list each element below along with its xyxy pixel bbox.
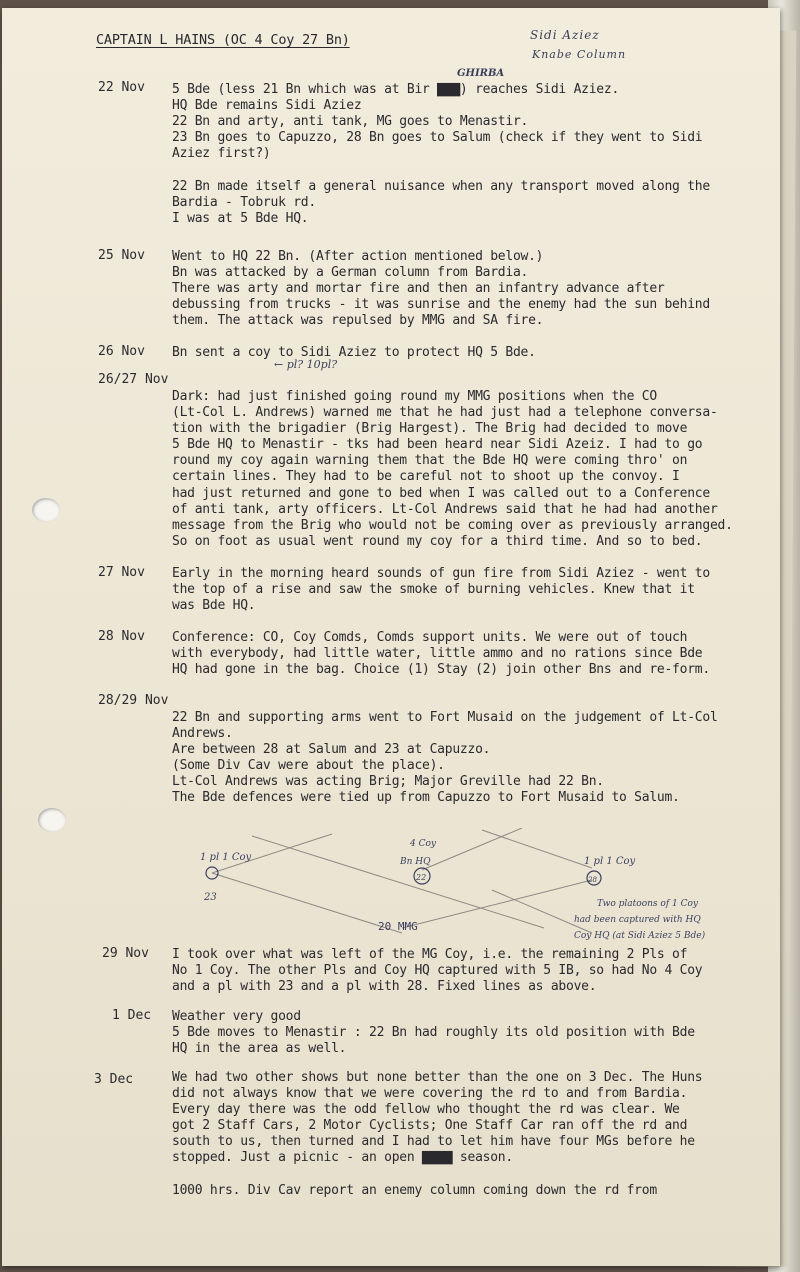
punch-hole — [38, 808, 66, 832]
entry-text: Bn sent a coy to Sidi Aziez to protect HQ 5 Bde. — [172, 345, 536, 360]
diagram-right-label: 1 pl 1 Coy — [584, 856, 636, 867]
entry-date: 28 Nov — [98, 629, 145, 644]
entry-text: 5 Bde (less 21 Bn which was at Bir ▇▇▇) reaches Sidi Aziez. HQ Bde remains Sidi Aziez 22 Bn and arty, anti tank, MG goes to Menastir. 23 Bn goes to Capuzzo, 28 Bn goes to Salum (check if they went to Sidi Aziez first?) 22 Bn made itself a general nuisance when any transport moved along the Bardia - Tobruk rd. I was at 5 Bde HQ. — [172, 82, 710, 226]
diagram-left-label: 1 pl 1 Coy — [200, 852, 252, 863]
diagram-sketch — [192, 828, 792, 953]
diagram-left-number: 23 — [204, 892, 217, 903]
diagram-note-line3: Coy HQ (at Sidi Aziez 5 Bde) — [574, 931, 706, 941]
diagram-center-label-top: 4 Coy — [410, 839, 436, 849]
entry-date: 29 Nov — [102, 946, 149, 961]
entry-text: Early in the morning heard sounds of gun fire from Sidi Aziez - went to the top of a rise and saw the smoke of burning vehicles. Knew that it was Bde HQ. — [172, 566, 710, 614]
document-page — [2, 8, 780, 1266]
diagram-line — [212, 873, 402, 933]
handwritten-note: ← pl? 10pl? — [274, 358, 338, 371]
diagram-center-label-mid: Bn HQ — [400, 857, 431, 867]
entry-date: 27 Nov — [98, 565, 145, 580]
diagram-center-number: 22 — [416, 873, 427, 882]
diagram-line — [422, 828, 522, 870]
defence-diagram — [192, 828, 792, 953]
entry-date: 25 Nov — [98, 248, 145, 263]
diagram-note-line1: Two platoons of 1 Coy — [597, 899, 698, 909]
diagram-line — [252, 836, 544, 928]
margin-note-line1: Sidi Aziez — [530, 28, 600, 42]
punch-hole — [32, 498, 60, 522]
entry-text: Weather very good 5 Bde moves to Menastir : 22 Bn had roughly its old position with Bde HQ in the area as well. — [172, 1009, 695, 1057]
entry-text: Conference: CO, Coy Comds, Comds support units. We were out of touch with everybody, had little water, little ammo and no rations since Bde HQ had gone in the bag. Choice (1) Stay (2) join other Bns and re-form. — [172, 630, 710, 678]
margin-note-line2: Knabe Column — [532, 48, 627, 61]
diagram-bottom-label: 20 MMG — [378, 920, 418, 933]
diagram-line — [492, 890, 592, 933]
entry-text: I took over what was left of the MG Coy, i.e. the remaining 2 Pls of No 1 Coy. The other Pls and Coy HQ captured with 5 IB, so had No 4 Coy and a pl with 23 and a pl with 28. Fixed lines as above. — [172, 947, 703, 995]
diagram-note-line2: had been captured with HQ — [574, 915, 701, 925]
entry-date: 1 Dec — [112, 1008, 152, 1023]
entry-text: We had two other shows but none better than the one on 3 Dec. The Huns did not always know that we were covering the rd to and from Bardia. Every day there was the odd fellow who thought the rd was clear. We got 2 Staff Cars, 2 Motor Cyclists; One Staff Car ran off the rd and south to us, then turned and I had to let him have four MGs before he stopped. Just a picnic - an open ▇▇▇▇ season. 1000 hrs. Div Cav report an enemy column coming down the rd from — [172, 1070, 703, 1198]
entry-date: 22 Nov — [98, 80, 145, 95]
entry-date: 26/27 Nov — [98, 372, 169, 387]
entry-text: Went to HQ 22 Bn. (After action mentioned below.) Bn was attacked by a German column from Bardia. There was arty and mortar fire and then an infantry advance after debussing from trucks - it was sunrise and the enemy had the sun behind them. The attack was repulsed by MMG and SA fire. — [172, 249, 710, 329]
diagram-right-number: 28 — [588, 876, 597, 884]
entry-date: 28/29 Nov — [98, 693, 169, 708]
entry-date: 3 Dec — [94, 1072, 134, 1087]
diagram-line — [482, 830, 592, 868]
entry-text: 22 Bn and supporting arms went to Fort Musaid on the judgement of Lt-Col Andrews. Are between 28 at Salum and 23 at Capuzzo. (Some Div Cav were about the place). Lt-Col Andrews was acting Brig; Major Greville had 22 Bn. The Bde defences were tied up from Capuzzo to Fort Musaid to Salum. — [172, 710, 718, 806]
entry-date: 26 Nov — [98, 344, 145, 359]
handwritten-insert: GHIRBA — [457, 68, 505, 79]
document-title: CAPTAIN L HAINS (OC 4 Coy 27 Bn) — [96, 32, 350, 48]
entry-text: Dark: had just finished going round my MMG positions when the CO (Lt-Col L. Andrews) warned me that he had just had a telephone conversa- tion with the brigadier (Brig Hargest). The Brig had decided to move 5 Bde HQ to Menastir - tks had been heard near Sidi Azeiz. I had to go round my coy again warning them that the Bde HQ were coming thro' on certain lines. They had to be careful not to shoot up the convoy. I had just returned and gone to bed when I was called out to a Conference of anti tank, arty officers. Lt-Col Andrews said that he had had another message from the Brig who would not be coming over as previously arranged. So on foot as usual went round my coy for a third time. And so to bed. — [172, 389, 733, 549]
